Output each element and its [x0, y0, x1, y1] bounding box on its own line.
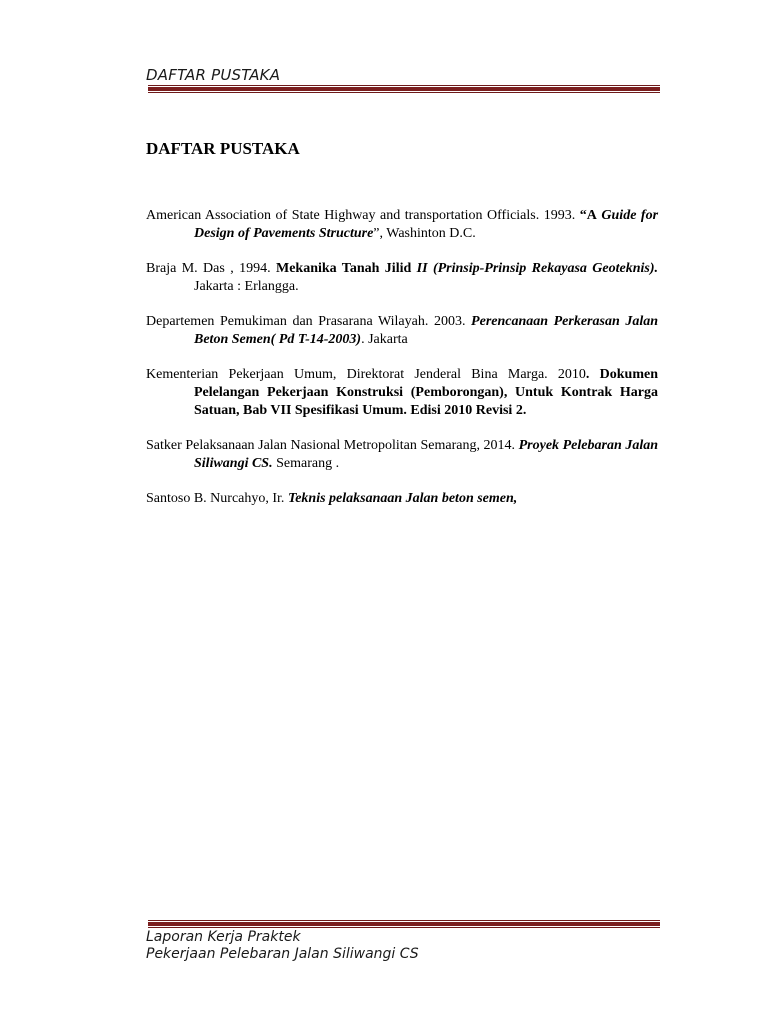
reference-author: Braja M. Das , 1994. [146, 261, 271, 276]
page-footer [146, 929, 419, 963]
reference-author: Departemen Pemukiman dan Prasarana Wilayah. 2003. [146, 314, 466, 329]
reference-title-italic: II (Prinsip-Prinsip Rekayasa Geoteknis). [416, 261, 658, 276]
reference-title: Perencanaan Perkerasan Jalan Beton Semen( Pd T-14-2003) [194, 314, 659, 347]
reference-title: Proyek Pelebaran Jalan Siliwangi CS. [194, 438, 658, 471]
reference-author: Kementerian Pekerjaan Umum, Direktorat Jenderal Bina Marga. 2010 [146, 367, 586, 382]
reference-publisher: Washinton D.C. [386, 226, 476, 241]
reference-list [146, 207, 658, 525]
footer-divider [148, 920, 660, 928]
page-header [146, 66, 660, 84]
header-divider [148, 85, 660, 93]
header-title: DAFTAR PUSTAKA [146, 66, 281, 84]
reference-item [146, 490, 658, 508]
reference-title: Teknis pelaksanaan Jalan beton semen, [287, 491, 518, 506]
reference-title: Guide for Design of Pavements Structure [194, 208, 659, 241]
reference-item [146, 437, 658, 473]
reference-item [146, 260, 658, 296]
footer-line-1: Laporan Kerja Praktek [146, 929, 301, 945]
reference-quote-close: ”, [373, 226, 383, 241]
reference-item [146, 313, 658, 349]
reference-item [146, 366, 658, 420]
reference-title-bold: Mekanika Tanah Jilid [275, 261, 412, 276]
reference-title: . Dokumen Pelelangan Pekerjaan Konstruksi (Pemborongan), Untuk Kontrak Harga Satuan, Bab VII Spesifikasi Umum. Edisi 2010 Revisi 2. [194, 367, 658, 418]
reference-publisher: Semarang . [276, 456, 340, 471]
reference-author: American Association of State Highway and transportation Officials. 1993. [146, 208, 576, 223]
reference-item [146, 207, 658, 243]
reference-publisher: . Jakarta [361, 332, 408, 347]
reference-publisher: Jakarta : Erlangga. [194, 279, 299, 294]
document-title: DAFTAR PUSTAKA [146, 139, 300, 158]
reference-quote-open: “A [579, 208, 597, 223]
footer-line-2: Pekerjaan Pelebaran Jalan Siliwangi CS [146, 946, 419, 962]
reference-author: Santoso B. Nurcahyo, Ir. [146, 491, 285, 506]
reference-author: Satker Pelaksanaan Jalan Nasional Metropolitan Semarang, 2014. [146, 438, 516, 453]
